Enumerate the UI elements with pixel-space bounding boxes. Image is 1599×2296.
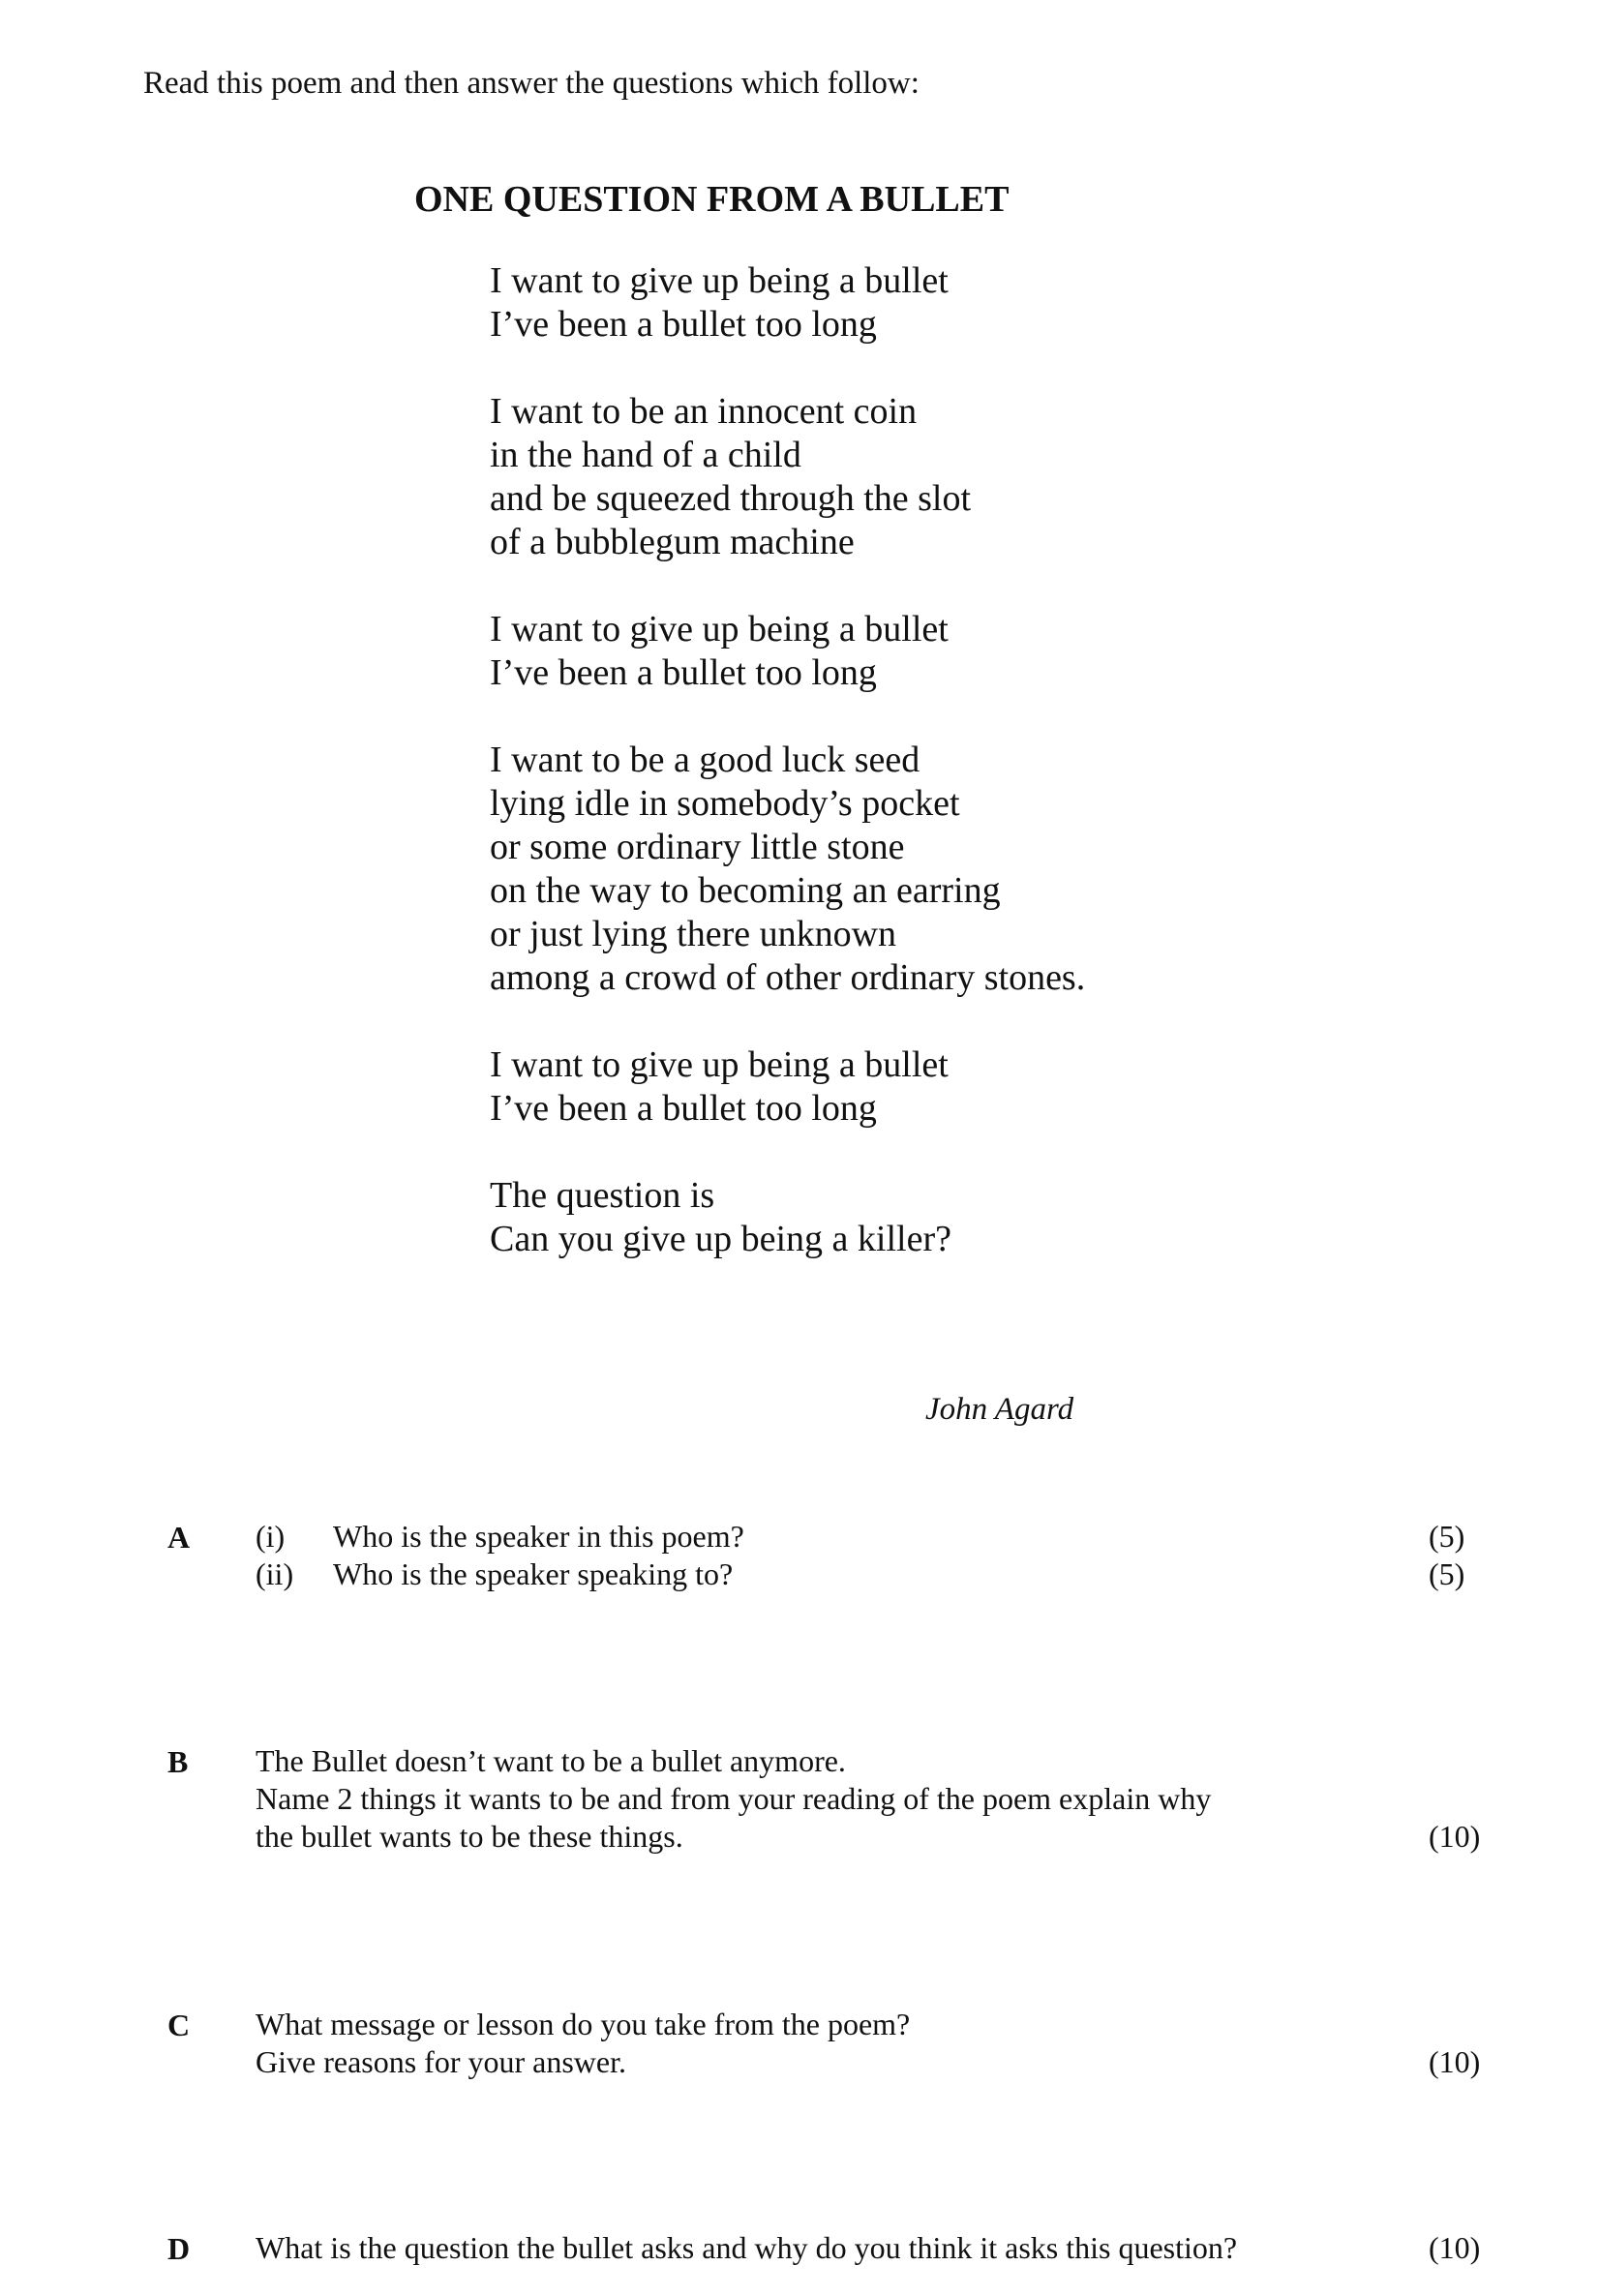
stanza-break xyxy=(490,1131,1085,1174)
poem-line: I want to give up being a bullet xyxy=(490,260,949,301)
question-c-line: What message or lesson do you take from the poem? xyxy=(256,2007,911,2041)
poem-line: or some ordinary little stone xyxy=(490,827,905,867)
poem-line: Can you give up being a killer? xyxy=(490,1219,951,1259)
question-d-line: What is the question the bullet asks and why do you think it asks this question? xyxy=(256,2230,1238,2265)
poem-line: I want to be a good luck seed xyxy=(490,740,920,780)
question-b-letter: B xyxy=(167,1744,189,1779)
question-d-marks: (10) xyxy=(1429,2230,1481,2265)
stanza-break xyxy=(490,564,1085,608)
poem-line: of a bubblegum machine xyxy=(490,522,855,562)
poem-author: John Agard xyxy=(925,1392,1074,1427)
stanza-break xyxy=(490,347,1085,390)
question-b-line: The Bullet doesn’t want to be a bullet anymore. xyxy=(256,1743,846,1778)
question-d-letter: D xyxy=(167,2231,191,2266)
poem-line: and be squeezed through the slot xyxy=(490,478,972,519)
question-b-line: the bullet wants to be these things. xyxy=(256,1819,683,1854)
instructions-text: Read this poem and then answer the questions which follow: xyxy=(143,66,920,101)
poem-title: ONE QUESTION FROM A BULLET xyxy=(414,179,1010,220)
poem-line: I’ve been a bullet too long xyxy=(490,304,877,345)
poem-line: among a crowd of other ordinary stones. xyxy=(490,957,1086,998)
poem-line: or just lying there unknown xyxy=(490,914,897,954)
poem-line: lying idle in somebody’s pocket xyxy=(490,783,960,824)
poem-line: I’ve been a bullet too long xyxy=(490,652,877,693)
question-b-line: Name 2 things it wants to be and from your reading of the poem explain why xyxy=(256,1781,1212,1816)
question-a-letter: A xyxy=(167,1520,191,1555)
question-a-part-ii-number: (ii) xyxy=(256,1556,294,1591)
question-a-part-i-number: (i) xyxy=(256,1519,286,1554)
question-a-part-i-marks: (5) xyxy=(1429,1519,1465,1554)
poem-line: The question is xyxy=(490,1175,715,1216)
poem-line: in the hand of a child xyxy=(490,435,801,475)
poem-line: on the way to becoming an earring xyxy=(490,870,1001,911)
question-c-letter: C xyxy=(167,2008,191,2042)
stanza-break xyxy=(490,695,1085,739)
poem-line: I want to give up being a bullet xyxy=(490,1044,949,1085)
question-a-part-ii-text: Who is the speaker speaking to? xyxy=(333,1556,734,1591)
question-b-marks: (10) xyxy=(1429,1819,1481,1854)
question-c-marks: (10) xyxy=(1429,2044,1481,2079)
poem-line: I want to give up being a bullet xyxy=(490,609,949,650)
poem-body xyxy=(490,259,1085,1261)
question-a-part-ii-marks: (5) xyxy=(1429,1556,1465,1591)
question-c-line: Give reasons for your answer. xyxy=(256,2044,626,2079)
poem-line: I’ve been a bullet too long xyxy=(490,1088,877,1129)
stanza-break xyxy=(490,1000,1085,1043)
question-a-part-i-text: Who is the speaker in this poem? xyxy=(333,1519,744,1554)
poem-line: I want to be an innocent coin xyxy=(490,391,918,432)
